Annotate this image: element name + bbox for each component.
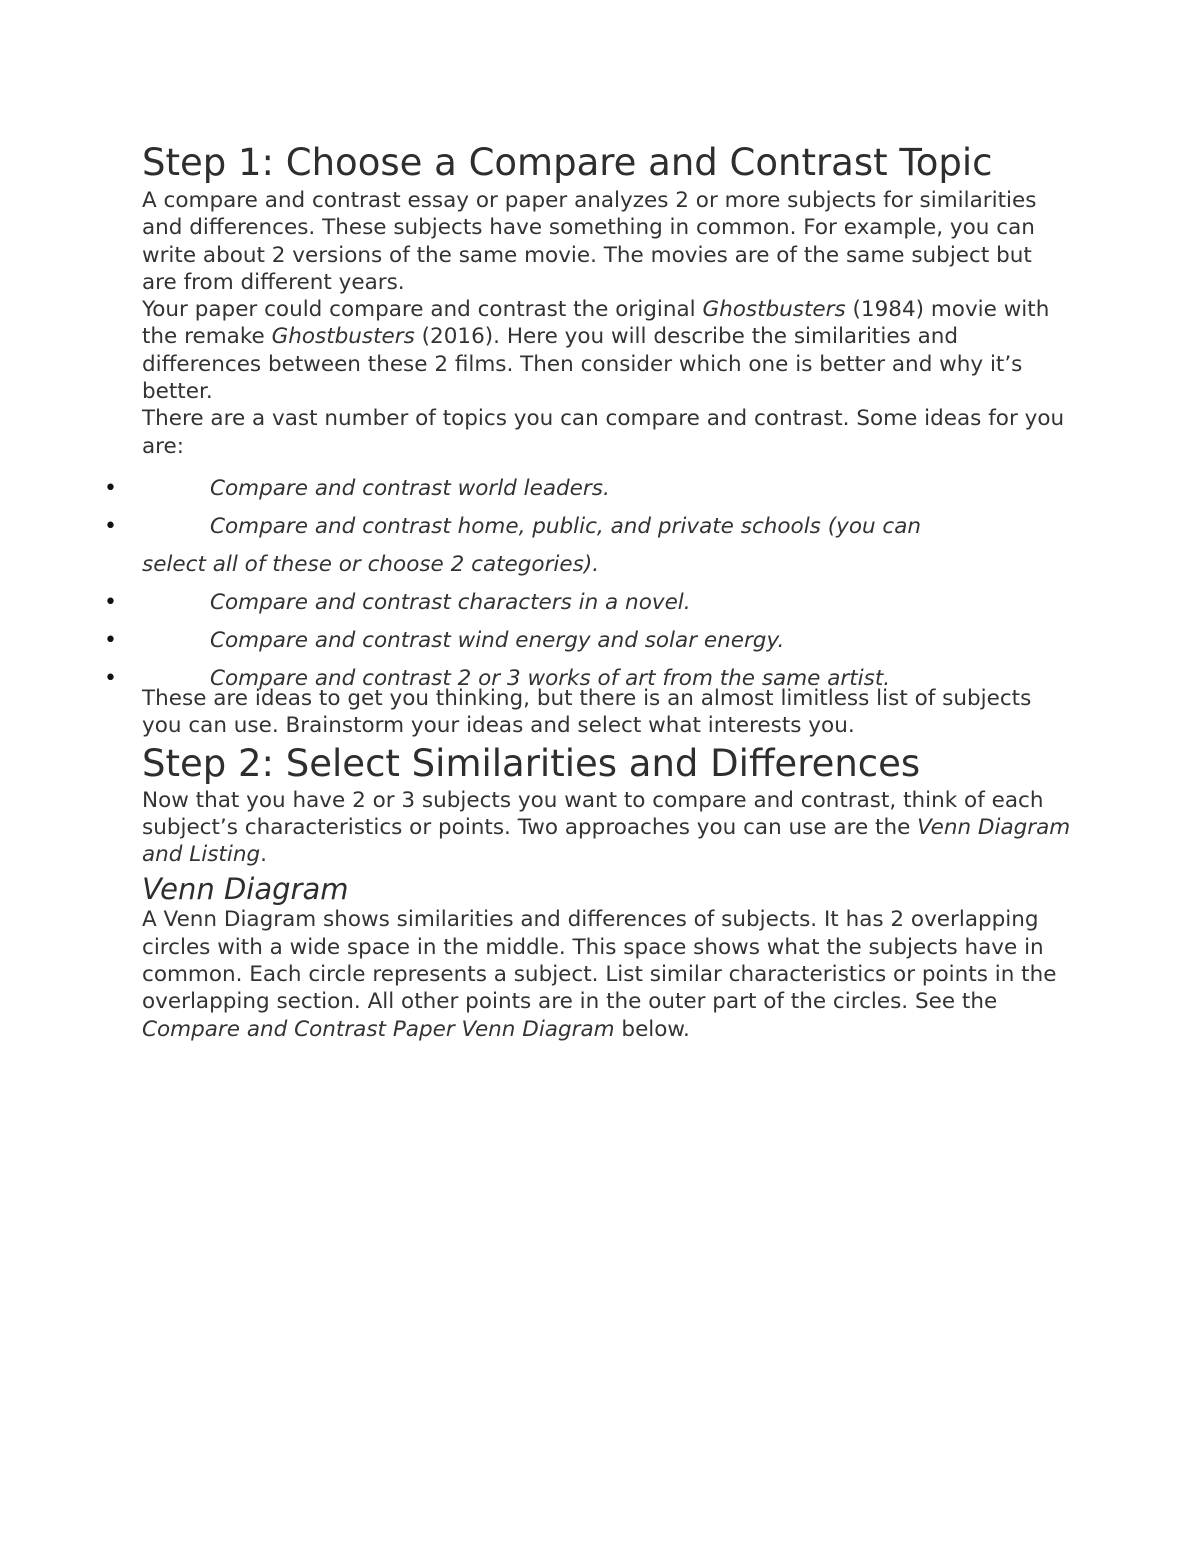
list-item xyxy=(104,508,1072,546)
bullet-icon: • xyxy=(104,513,117,539)
list-item-text: Compare and contrast home, public, and private schools (you can xyxy=(210,513,922,539)
venn-diagram-heading: Venn Diagram xyxy=(142,872,349,907)
step1-paragraph-4: These are ideas to get you thinking, but there is an almost limitless list of subjects you can use. Brainstorm your ideas and select what interests you. xyxy=(142,685,1032,739)
text-run: Your paper could compare and contrast the original xyxy=(142,297,703,323)
list-item-text: Compare and contrast 2 or 3 works of art from the same artist. xyxy=(210,665,891,691)
text-run: (1984) movie with the remake xyxy=(142,297,1050,350)
bullet-icon: • xyxy=(104,589,117,615)
list-item-text: Compare and contrast world leaders. xyxy=(210,475,610,501)
step1-paragraph-2 xyxy=(142,296,1072,405)
step2-paragraph-1 xyxy=(142,787,1072,869)
document-page xyxy=(104,140,1072,1043)
list-item-text: Compare and contrast characters in a novel. xyxy=(210,589,691,615)
emphasis-text: Venn Diagram and Listing xyxy=(142,814,1071,868)
text-run: Now that you have 2 or 3 subjects you want to compare and contrast, think of each subject’s characteristics or points. Two approaches you can use are the xyxy=(142,787,1044,840)
film-title: Ghostbusters xyxy=(271,324,415,350)
list-item-text: Compare and contrast wind energy and solar energy. xyxy=(210,627,785,653)
bullet-icon: • xyxy=(104,665,117,691)
text-run: . xyxy=(260,842,267,868)
bullet-icon: • xyxy=(104,475,117,501)
list-item xyxy=(104,584,1072,622)
ideas-list xyxy=(104,470,1072,698)
step1-paragraph-1: A compare and contrast essay or paper analyzes 2 or more subjects for similarities and differences. These subjects have something in common. For example, you can write about 2 versions of the same movie. The movies are of the same subject but are from different years. xyxy=(142,188,1037,295)
text-run: (2016). Here you will describe the similarities and differences between these 2 films. Then consider which one is better and why it’s better. xyxy=(142,324,1023,405)
text-run: A Venn Diagram shows similarities and differences of subjects. It has 2 overlapping circles with a wide space in the middle. This space shows what the subjects have in common. Each circle represents a subject. List similar characteristics or points in the overlapping section. All other points are in the outer part of the circles. See the xyxy=(142,907,1057,1015)
step1-paragraph-3: There are a vast number of topics you can compare and contrast. Some ideas for you are: xyxy=(142,406,1065,459)
step1-heading: Step 1: Choose a Compare and Contrast Topic xyxy=(142,141,993,184)
bullet-icon: • xyxy=(104,627,117,653)
step2-heading: Step 2: Select Similarities and Differences xyxy=(142,741,921,785)
emphasis-text: Compare and Contrast Paper Venn Diagram xyxy=(142,1016,615,1042)
list-item-text: select all of these or choose 2 categories). xyxy=(142,551,600,577)
text-run: below. xyxy=(614,1016,690,1042)
list-item xyxy=(104,660,1072,698)
list-item xyxy=(104,622,1072,660)
film-title: Ghostbusters xyxy=(702,297,846,323)
list-item xyxy=(104,470,1072,508)
list-item-continuation xyxy=(142,546,1072,584)
venn-diagram-paragraph xyxy=(142,906,1072,1042)
